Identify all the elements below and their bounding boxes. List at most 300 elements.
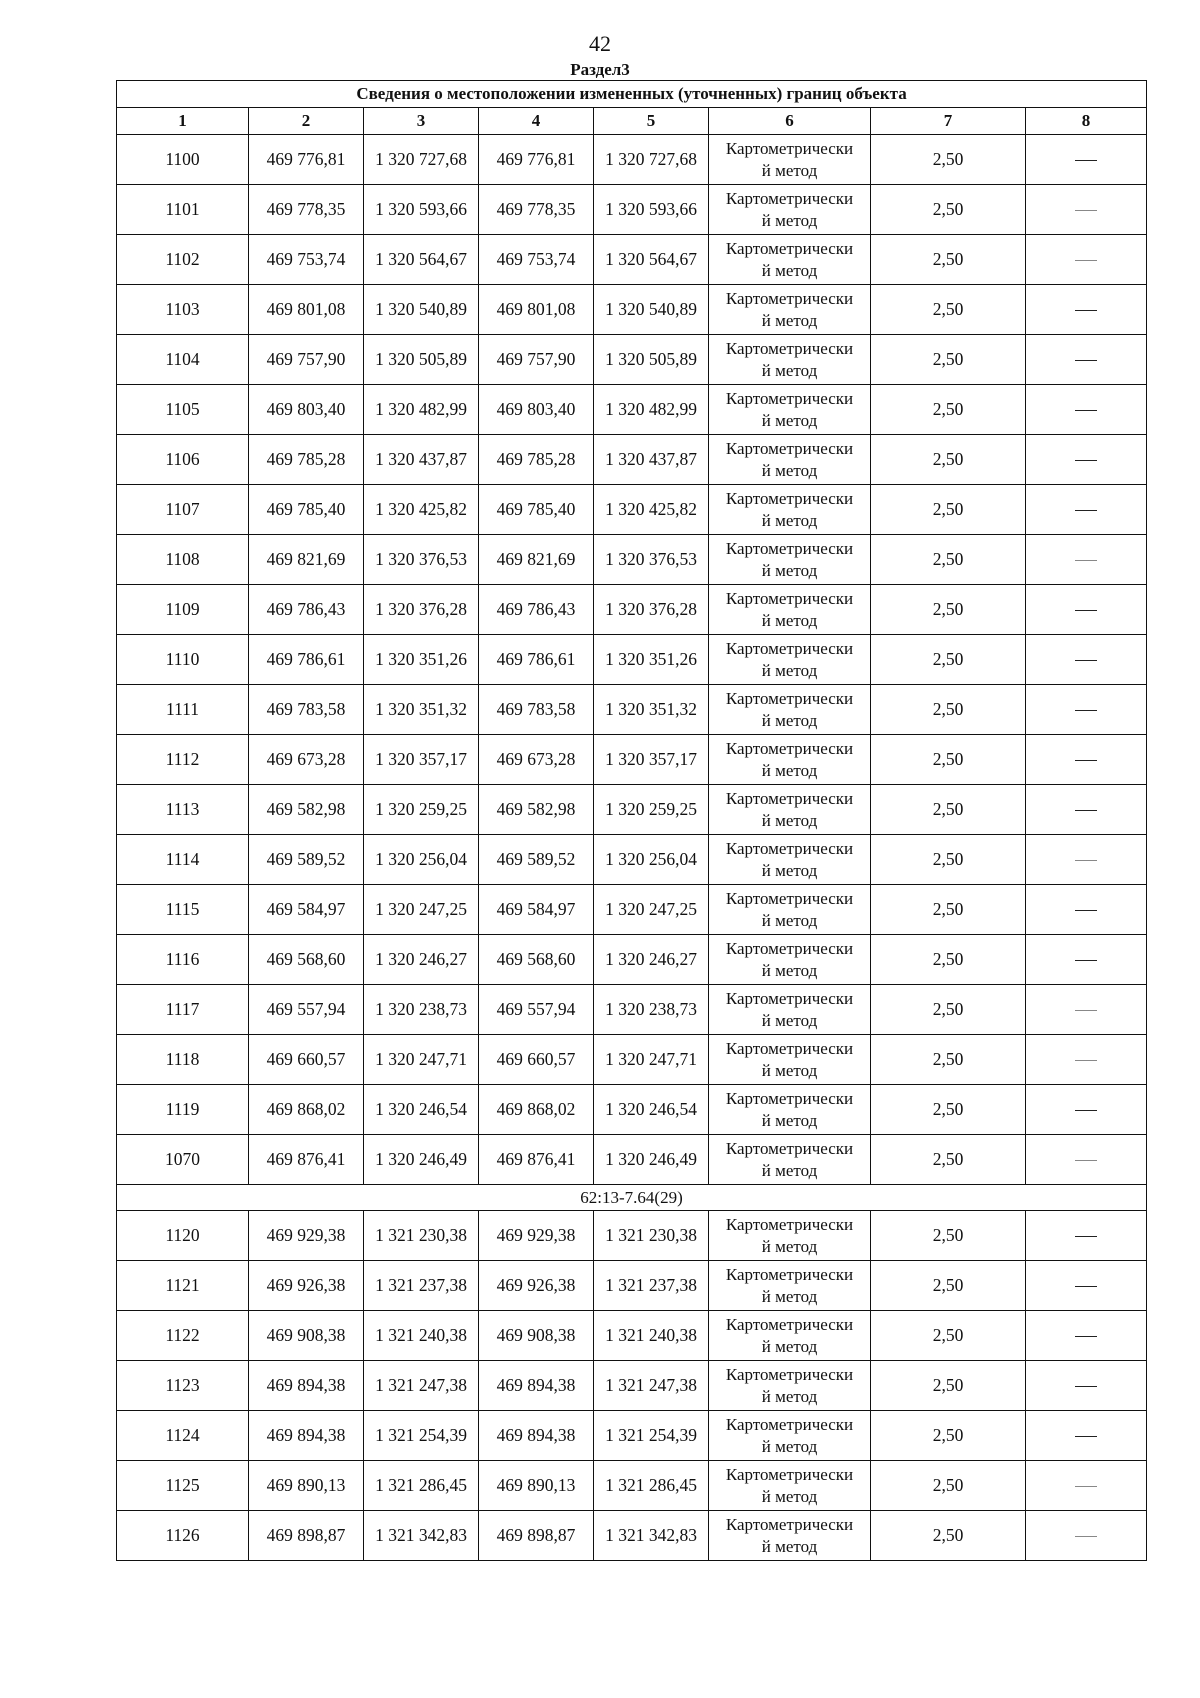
x-refined-cell: 469 894,38 (479, 1411, 594, 1461)
method-text-line-1: Картометрически (725, 538, 854, 558)
table-row (117, 1361, 1147, 1411)
y-existing-cell: 1 320 437,87 (364, 435, 479, 485)
description-cell (1026, 785, 1147, 835)
y-existing-cell: 1 320 564,67 (364, 235, 479, 285)
method-text-line-2: й метод (761, 910, 818, 930)
method-text-line-1: Картометрически (725, 888, 854, 908)
dash-mark (1075, 1010, 1097, 1011)
point-number-cell: 1104 (117, 335, 249, 385)
method-text-line-2: й метод (761, 660, 818, 680)
point-number-cell: 1126 (117, 1511, 249, 1561)
x-refined-cell: 469 890,13 (479, 1461, 594, 1511)
cadastral-group-label: 62:13-7.64(29) (117, 1185, 1147, 1211)
x-existing-cell: 469 926,38 (249, 1261, 364, 1311)
accuracy-cell: 2,50 (871, 235, 1026, 285)
dash-mark (1075, 1160, 1097, 1161)
method-text-line-1: Картометрически (725, 838, 854, 858)
accuracy-cell: 2,50 (871, 435, 1026, 485)
point-number-cell: 1114 (117, 835, 249, 885)
y-refined-cell: 1 320 437,87 (594, 435, 709, 485)
description-cell (1026, 1311, 1147, 1361)
accuracy-cell: 2,50 (871, 685, 1026, 735)
y-existing-cell: 1 320 246,27 (364, 935, 479, 985)
method-cell (709, 535, 871, 585)
description-cell (1026, 485, 1147, 535)
y-refined-cell: 1 321 286,45 (594, 1461, 709, 1511)
table-row (117, 1311, 1147, 1361)
table-row (117, 185, 1147, 235)
description-cell (1026, 935, 1147, 985)
x-existing-cell: 469 876,41 (249, 1135, 364, 1185)
x-refined-cell: 469 876,41 (479, 1135, 594, 1185)
x-refined-cell: 469 908,38 (479, 1311, 594, 1361)
description-cell (1026, 985, 1147, 1035)
table-row (117, 135, 1147, 185)
dash-mark (1075, 1436, 1097, 1437)
method-cell (709, 885, 871, 935)
x-existing-cell: 469 894,38 (249, 1361, 364, 1411)
method-text-line-2: й метод (761, 1236, 818, 1256)
dash-mark (1075, 1286, 1097, 1287)
method-cell (709, 135, 871, 185)
method-text-line-2: й метод (761, 1536, 818, 1556)
y-existing-cell: 1 320 505,89 (364, 335, 479, 385)
method-cell (709, 635, 871, 685)
description-cell (1026, 1135, 1147, 1185)
column-header: 6 (709, 108, 871, 135)
method-text-line-2: й метод (761, 1010, 818, 1030)
x-existing-cell: 469 894,38 (249, 1411, 364, 1461)
point-number-cell: 1110 (117, 635, 249, 685)
method-text-line-1: Картометрически (725, 788, 854, 808)
description-cell (1026, 1461, 1147, 1511)
accuracy-cell: 2,50 (871, 635, 1026, 685)
y-refined-cell: 1 321 240,38 (594, 1311, 709, 1361)
x-existing-cell: 469 660,57 (249, 1035, 364, 1085)
table-row (117, 1035, 1147, 1085)
x-existing-cell: 469 783,58 (249, 685, 364, 735)
method-text-line-1: Картометрически (725, 1514, 854, 1534)
method-text-line-2: й метод (761, 1436, 818, 1456)
x-existing-cell: 469 898,87 (249, 1511, 364, 1561)
point-number-cell: 1118 (117, 1035, 249, 1085)
y-existing-cell: 1 320 246,49 (364, 1135, 479, 1185)
dash-mark (1075, 260, 1097, 261)
method-text-line-1: Картометрически (725, 1464, 854, 1484)
y-refined-cell: 1 321 254,39 (594, 1411, 709, 1461)
description-cell (1026, 535, 1147, 585)
dash-mark (1075, 510, 1097, 511)
description-cell (1026, 335, 1147, 385)
table-row (117, 1211, 1147, 1261)
method-cell (709, 1085, 871, 1135)
y-refined-cell: 1 320 247,25 (594, 885, 709, 935)
description-cell (1026, 285, 1147, 335)
point-number-cell: 1102 (117, 235, 249, 285)
x-refined-cell: 469 582,98 (479, 785, 594, 835)
x-refined-cell: 469 894,38 (479, 1361, 594, 1411)
x-existing-cell: 469 589,52 (249, 835, 364, 885)
x-refined-cell: 469 778,35 (479, 185, 594, 235)
x-refined-cell: 469 786,43 (479, 585, 594, 635)
table-row (117, 335, 1147, 385)
dash-mark (1075, 660, 1097, 661)
method-cell (709, 585, 871, 635)
column-header: 3 (364, 108, 479, 135)
method-text-line-2: й метод (761, 710, 818, 730)
table-row (117, 385, 1147, 435)
method-text-line-2: й метод (761, 960, 818, 980)
dash-mark (1075, 1486, 1097, 1487)
dash-mark (1075, 860, 1097, 861)
x-refined-cell: 469 757,90 (479, 335, 594, 385)
accuracy-cell: 2,50 (871, 785, 1026, 835)
dash-mark (1075, 760, 1097, 761)
accuracy-cell: 2,50 (871, 1511, 1026, 1561)
y-refined-cell: 1 320 425,82 (594, 485, 709, 535)
y-existing-cell: 1 320 247,25 (364, 885, 479, 935)
accuracy-cell: 2,50 (871, 1035, 1026, 1085)
column-header-row (117, 108, 1147, 135)
method-text-line-1: Картометрически (725, 488, 854, 508)
table-row (117, 1261, 1147, 1311)
y-refined-cell: 1 320 247,71 (594, 1035, 709, 1085)
y-refined-cell: 1 320 256,04 (594, 835, 709, 885)
column-header: 2 (249, 108, 364, 135)
x-refined-cell: 469 584,97 (479, 885, 594, 935)
y-existing-cell: 1 320 246,54 (364, 1085, 479, 1135)
description-cell (1026, 1511, 1147, 1561)
point-number-cell: 1070 (117, 1135, 249, 1185)
method-text-line-2: й метод (761, 1160, 818, 1180)
table-row (117, 685, 1147, 735)
x-refined-cell: 469 568,60 (479, 935, 594, 985)
accuracy-cell: 2,50 (871, 1211, 1026, 1261)
x-refined-cell: 469 783,58 (479, 685, 594, 735)
x-refined-cell: 469 786,61 (479, 635, 594, 685)
table-row (117, 885, 1147, 935)
dash-mark (1075, 960, 1097, 961)
method-cell (709, 1135, 871, 1185)
description-cell (1026, 885, 1147, 935)
y-existing-cell: 1 320 351,32 (364, 685, 479, 735)
dash-mark (1075, 410, 1097, 411)
y-existing-cell: 1 320 256,04 (364, 835, 479, 885)
x-existing-cell: 469 584,97 (249, 885, 364, 935)
method-text-line-2: й метод (761, 1336, 818, 1356)
point-number-cell: 1124 (117, 1411, 249, 1461)
accuracy-cell: 2,50 (871, 585, 1026, 635)
table-row (117, 785, 1147, 835)
accuracy-cell: 2,50 (871, 535, 1026, 585)
x-existing-cell: 469 757,90 (249, 335, 364, 385)
y-existing-cell: 1 321 240,38 (364, 1311, 479, 1361)
x-existing-cell: 469 673,28 (249, 735, 364, 785)
method-text-line-2: й метод (761, 460, 818, 480)
x-existing-cell: 469 908,38 (249, 1311, 364, 1361)
accuracy-cell: 2,50 (871, 985, 1026, 1035)
y-existing-cell: 1 320 540,89 (364, 285, 479, 335)
method-cell (709, 1361, 871, 1411)
method-text-line-1: Картометрически (725, 338, 854, 358)
point-number-cell: 1120 (117, 1211, 249, 1261)
x-refined-cell: 469 557,94 (479, 985, 594, 1035)
method-text-line-2: й метод (761, 810, 818, 830)
point-number-cell: 1111 (117, 685, 249, 735)
method-text-line-2: й метод (761, 1286, 818, 1306)
dash-mark (1075, 610, 1097, 611)
point-number-cell: 1112 (117, 735, 249, 785)
description-cell (1026, 1211, 1147, 1261)
method-text-line-2: й метод (761, 410, 818, 430)
method-cell (709, 1211, 871, 1261)
point-number-cell: 1108 (117, 535, 249, 585)
x-existing-cell: 469 568,60 (249, 935, 364, 985)
x-existing-cell: 469 753,74 (249, 235, 364, 285)
x-existing-cell: 469 776,81 (249, 135, 364, 185)
x-existing-cell: 469 582,98 (249, 785, 364, 835)
table-caption-row (117, 81, 1147, 108)
x-existing-cell: 469 868,02 (249, 1085, 364, 1135)
method-cell (709, 185, 871, 235)
dash-mark (1075, 210, 1097, 211)
method-cell (709, 785, 871, 835)
table-row (117, 835, 1147, 885)
method-text-line-1: Картометрически (725, 238, 854, 258)
description-cell (1026, 185, 1147, 235)
y-refined-cell: 1 320 238,73 (594, 985, 709, 1035)
method-text-line-2: й метод (761, 560, 818, 580)
accuracy-cell: 2,50 (871, 885, 1026, 935)
x-refined-cell: 469 821,69 (479, 535, 594, 585)
accuracy-cell: 2,50 (871, 935, 1026, 985)
y-existing-cell: 1 320 247,71 (364, 1035, 479, 1085)
point-number-cell: 1122 (117, 1311, 249, 1361)
description-cell (1026, 135, 1147, 185)
column-header: 8 (1026, 108, 1147, 135)
accuracy-cell: 2,50 (871, 1085, 1026, 1135)
method-text-line-1: Картометрически (725, 738, 854, 758)
method-cell (709, 1261, 871, 1311)
method-text-line-2: й метод (761, 310, 818, 330)
accuracy-cell: 2,50 (871, 485, 1026, 535)
point-number-cell: 1115 (117, 885, 249, 935)
method-text-line-1: Картометрически (725, 988, 854, 1008)
point-number-cell: 1103 (117, 285, 249, 335)
x-existing-cell: 469 929,38 (249, 1211, 364, 1261)
y-existing-cell: 1 320 351,26 (364, 635, 479, 685)
method-text-line-2: й метод (761, 260, 818, 280)
method-text-line-1: Картометрически (725, 1264, 854, 1284)
x-existing-cell: 469 786,43 (249, 585, 364, 635)
point-number-cell: 1100 (117, 135, 249, 185)
y-refined-cell: 1 320 540,89 (594, 285, 709, 335)
table-row (117, 585, 1147, 635)
column-header: 1 (117, 108, 249, 135)
method-cell (709, 335, 871, 385)
y-existing-cell: 1 320 593,66 (364, 185, 479, 235)
x-existing-cell: 469 786,61 (249, 635, 364, 685)
point-number-cell: 1101 (117, 185, 249, 235)
table-row (117, 235, 1147, 285)
dash-mark (1075, 310, 1097, 311)
table-row (117, 1135, 1147, 1185)
dash-mark (1075, 1110, 1097, 1111)
x-existing-cell: 469 785,28 (249, 435, 364, 485)
x-existing-cell: 469 557,94 (249, 985, 364, 1035)
y-refined-cell: 1 321 247,38 (594, 1361, 709, 1411)
y-refined-cell: 1 320 727,68 (594, 135, 709, 185)
method-cell (709, 235, 871, 285)
y-existing-cell: 1 321 342,83 (364, 1511, 479, 1561)
y-refined-cell: 1 320 246,54 (594, 1085, 709, 1135)
dash-mark (1075, 810, 1097, 811)
method-text-line-1: Картометрически (725, 138, 854, 158)
method-text-line-1: Картометрически (725, 1364, 854, 1384)
method-text-line-1: Картометрически (725, 638, 854, 658)
method-text-line-1: Картометрически (725, 1414, 854, 1434)
method-text-line-1: Картометрически (725, 188, 854, 208)
x-existing-cell: 469 803,40 (249, 385, 364, 435)
y-refined-cell: 1 320 564,67 (594, 235, 709, 285)
point-number-cell: 1107 (117, 485, 249, 535)
table-row (117, 535, 1147, 585)
description-cell (1026, 735, 1147, 785)
accuracy-cell: 2,50 (871, 835, 1026, 885)
point-number-cell: 1105 (117, 385, 249, 435)
x-existing-cell: 469 821,69 (249, 535, 364, 585)
x-refined-cell: 469 929,38 (479, 1211, 594, 1261)
description-cell (1026, 385, 1147, 435)
accuracy-cell: 2,50 (871, 1411, 1026, 1461)
table-row (117, 485, 1147, 535)
dash-mark (1075, 1060, 1097, 1061)
y-existing-cell: 1 321 286,45 (364, 1461, 479, 1511)
y-refined-cell: 1 320 259,25 (594, 785, 709, 835)
method-text-line-2: й метод (761, 360, 818, 380)
method-cell (709, 685, 871, 735)
point-number-cell: 1116 (117, 935, 249, 985)
description-cell (1026, 1411, 1147, 1461)
y-refined-cell: 1 320 246,27 (594, 935, 709, 985)
accuracy-cell: 2,50 (871, 1261, 1026, 1311)
dash-mark (1075, 910, 1097, 911)
accuracy-cell: 2,50 (871, 185, 1026, 235)
dash-mark (1075, 560, 1097, 561)
point-number-cell: 1106 (117, 435, 249, 485)
point-number-cell: 1117 (117, 985, 249, 1035)
dash-mark (1075, 1336, 1097, 1337)
accuracy-cell: 2,50 (871, 1461, 1026, 1511)
x-refined-cell: 469 785,40 (479, 485, 594, 535)
y-existing-cell: 1 321 230,38 (364, 1211, 479, 1261)
y-existing-cell: 1 320 357,17 (364, 735, 479, 785)
x-refined-cell: 469 673,28 (479, 735, 594, 785)
point-number-cell: 1123 (117, 1361, 249, 1411)
method-cell (709, 1511, 871, 1561)
y-existing-cell: 1 320 238,73 (364, 985, 479, 1035)
method-text-line-1: Картометрически (725, 1138, 854, 1158)
x-existing-cell: 469 778,35 (249, 185, 364, 235)
column-header: 7 (871, 108, 1026, 135)
method-cell (709, 1035, 871, 1085)
table-row (117, 1085, 1147, 1135)
accuracy-cell: 2,50 (871, 335, 1026, 385)
description-cell (1026, 435, 1147, 485)
x-refined-cell: 469 776,81 (479, 135, 594, 185)
method-text-line-2: й метод (761, 610, 818, 630)
y-existing-cell: 1 321 237,38 (364, 1261, 479, 1311)
accuracy-cell: 2,50 (871, 1135, 1026, 1185)
method-text-line-1: Картометрически (725, 438, 854, 458)
method-cell (709, 735, 871, 785)
y-refined-cell: 1 320 246,49 (594, 1135, 709, 1185)
method-text-line-2: й метод (761, 1060, 818, 1080)
accuracy-cell: 2,50 (871, 385, 1026, 435)
description-cell (1026, 685, 1147, 735)
accuracy-cell: 2,50 (871, 135, 1026, 185)
x-refined-cell: 469 785,28 (479, 435, 594, 485)
y-refined-cell: 1 320 482,99 (594, 385, 709, 435)
point-number-cell: 1125 (117, 1461, 249, 1511)
y-refined-cell: 1 320 351,26 (594, 635, 709, 685)
point-number-cell: 1113 (117, 785, 249, 835)
method-cell (709, 1411, 871, 1461)
x-refined-cell: 469 868,02 (479, 1085, 594, 1135)
accuracy-cell: 2,50 (871, 1361, 1026, 1411)
method-text-line-1: Картометрически (725, 688, 854, 708)
description-cell (1026, 1085, 1147, 1135)
y-refined-cell: 1 320 357,17 (594, 735, 709, 785)
table-row (117, 1511, 1147, 1561)
y-existing-cell: 1 320 376,53 (364, 535, 479, 585)
y-refined-cell: 1 320 376,53 (594, 535, 709, 585)
column-header: 5 (594, 108, 709, 135)
section-title: Раздел3 (570, 60, 630, 79)
dash-mark (1075, 360, 1097, 361)
table-body (117, 135, 1147, 1561)
method-text-line-2: й метод (761, 160, 818, 180)
table-row (117, 1461, 1147, 1511)
x-refined-cell: 469 753,74 (479, 235, 594, 285)
table-row (117, 735, 1147, 785)
table-row (117, 1411, 1147, 1461)
y-existing-cell: 1 320 376,28 (364, 585, 479, 635)
x-refined-cell: 469 926,38 (479, 1261, 594, 1311)
method-text-line-1: Картометрически (725, 388, 854, 408)
method-cell (709, 1311, 871, 1361)
y-refined-cell: 1 321 230,38 (594, 1211, 709, 1261)
table-row (117, 635, 1147, 685)
method-text-line-1: Картометрически (725, 288, 854, 308)
table-row (117, 985, 1147, 1035)
method-text-line-1: Картометрически (725, 588, 854, 608)
method-text-line-2: й метод (761, 1110, 818, 1130)
y-refined-cell: 1 320 505,89 (594, 335, 709, 385)
column-header: 4 (479, 108, 594, 135)
y-refined-cell: 1 321 342,83 (594, 1511, 709, 1561)
y-refined-cell: 1 321 237,38 (594, 1261, 709, 1311)
method-cell (709, 835, 871, 885)
method-text-line-2: й метод (761, 1386, 818, 1406)
boundary-table-container (116, 80, 1146, 1561)
y-existing-cell: 1 320 727,68 (364, 135, 479, 185)
y-existing-cell: 1 321 247,38 (364, 1361, 479, 1411)
description-cell (1026, 585, 1147, 635)
method-cell (709, 1461, 871, 1511)
method-text-line-1: Картометрически (725, 1214, 854, 1234)
table-caption: Сведения о местоположении измененных (уточненных) границ объекта (117, 81, 1147, 108)
